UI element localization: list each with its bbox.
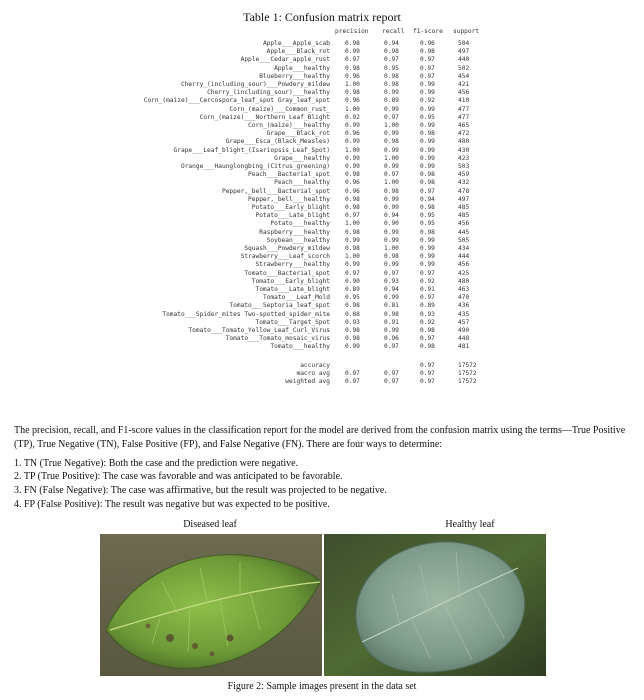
precision-value: 0.99 — [345, 343, 360, 351]
row-label: Blueberry___healthy — [259, 72, 330, 80]
precision-value: 1.00 — [345, 105, 360, 113]
precision-value: 0.98 — [345, 40, 360, 47]
row-label: Tomato___Spider_mites Two-spotted_spider_mite — [162, 310, 330, 318]
row-label: Potato___healthy — [270, 220, 330, 228]
f1-score-value: 0.97 — [420, 369, 435, 377]
f1-score-value: 0.97 — [420, 294, 435, 302]
support-value: 444 — [458, 253, 470, 261]
row-label: Grape___Leaf_blight_(Isariopsis_Leaf_Spot) — [173, 146, 330, 154]
table-row — [140, 311, 520, 319]
f1-score-value: 0.95 — [420, 113, 435, 121]
f1-score-value: 0.99 — [420, 236, 435, 244]
support-value: 459 — [458, 171, 470, 179]
diseased-leaf-label: Diseased leaf — [183, 519, 237, 530]
row-label: Peach___Bacterial_spot — [248, 171, 330, 179]
recall-value: 0.99 — [384, 105, 399, 113]
support-value: 430 — [458, 146, 470, 154]
precision-value: 0.97 — [345, 378, 360, 385]
precision-value: 0.98 — [345, 228, 360, 236]
table-row — [140, 270, 520, 278]
row-label: Apple___Apple_scab — [262, 40, 330, 47]
recall-value: 0.94 — [384, 40, 399, 47]
recall-value: 0.98 — [384, 81, 399, 88]
recall-value: 1.00 — [384, 154, 399, 162]
f1-score-value: 0.97 — [420, 269, 435, 277]
support-value: 457 — [458, 318, 470, 326]
recall-value: 1.00 — [384, 122, 399, 129]
row-label: Peach___healthy — [274, 179, 330, 187]
row-label: Tomato___healthy — [270, 343, 330, 351]
precision-value: 0.95 — [345, 294, 360, 302]
f1-score-value: 0.97 — [420, 64, 435, 72]
f1-score-value: 0.99 — [420, 105, 435, 113]
recall-value: 0.98 — [384, 48, 399, 56]
table-row — [140, 319, 520, 327]
support-value: 456 — [458, 220, 470, 228]
summary-row — [140, 362, 520, 370]
table-row — [140, 114, 520, 122]
recall-value: 0.99 — [384, 294, 399, 302]
table-row — [140, 204, 520, 212]
support-value: 502 — [458, 64, 470, 72]
f1-score-value: 0.98 — [420, 179, 435, 187]
table-row — [140, 294, 520, 302]
row-label: Potato___Late_blight — [255, 212, 330, 220]
table-row — [140, 179, 520, 187]
row-label: Tomato___Late_blight — [255, 286, 330, 293]
recall-value: 0.95 — [384, 64, 399, 72]
header-support: support — [453, 28, 480, 35]
f1-score-value: 0.92 — [420, 97, 435, 105]
support-value: 463 — [458, 286, 470, 293]
precision-value: 0.97 — [345, 269, 360, 277]
support-value: 477 — [458, 105, 470, 113]
f1-score-value: 0.97 — [420, 187, 435, 195]
row-label: Orange___Haunglongbing_(Citrus_greening) — [180, 163, 330, 170]
support-value: 440 — [458, 56, 470, 64]
row-label: Tomato___Tomato_mosaic_virus — [225, 335, 330, 343]
recall-value: 0.90 — [384, 220, 399, 228]
f1-score-value: 0.98 — [420, 228, 435, 236]
table-row — [140, 343, 520, 351]
list-item-fn: 3. FN (False Negative): The case was affirmative, but the result was projected to be negative. — [14, 485, 387, 496]
precision-value: 0.98 — [345, 195, 360, 203]
recall-value: 0.99 — [384, 163, 399, 170]
support-value: 421 — [458, 81, 470, 88]
support-value: 490 — [458, 327, 470, 334]
support-value: 436 — [458, 302, 470, 310]
row-label: weighted avg — [285, 378, 330, 385]
precision-value: 0.96 — [345, 179, 360, 187]
precision-value: 0.97 — [345, 56, 360, 64]
precision-value: 0.96 — [345, 97, 360, 105]
recall-value: 0.99 — [384, 195, 399, 203]
precision-value: 0.88 — [345, 310, 360, 318]
table-row — [140, 245, 520, 253]
f1-score-value: 0.99 — [420, 253, 435, 261]
healthy-leaf-label: Healthy leaf — [445, 519, 495, 530]
precision-value: 0.99 — [345, 138, 360, 146]
row-label: Cherry_(including_sour)___Powdery_mildew — [180, 81, 330, 88]
table-row — [140, 106, 520, 114]
precision-value: 0.97 — [345, 212, 360, 220]
table-row — [140, 65, 520, 73]
row-label: Corn_(maize)___Common_rust_ — [229, 105, 330, 113]
table-row — [140, 188, 520, 196]
figure-caption: Figure 2: Sample images present in the data set — [227, 681, 417, 692]
support-value: 485 — [458, 212, 470, 220]
recall-value: 0.94 — [384, 212, 399, 220]
recall-value: 0.89 — [384, 97, 399, 105]
f1-score-value: 0.97 — [420, 335, 435, 343]
f1-score-value: 0.97 — [420, 72, 435, 80]
f1-score-value: 0.93 — [420, 310, 435, 318]
f1-score-value: 0.98 — [420, 204, 435, 211]
table-row — [140, 237, 520, 245]
f1-score-value: 0.98 — [420, 48, 435, 56]
support-value: 17572 — [458, 369, 477, 377]
recall-value: 0.93 — [384, 277, 399, 285]
f1-score-value: 0.94 — [420, 195, 435, 203]
f1-score-value: 0.97 — [420, 56, 435, 64]
healthy-leaf-image — [324, 534, 546, 676]
recall-value: 0.81 — [384, 302, 399, 310]
table-row — [140, 171, 520, 179]
table-row — [140, 89, 520, 97]
f1-score-value: 0.99 — [420, 261, 435, 269]
f1-score-value: 0.89 — [420, 302, 435, 310]
recall-value: 0.97 — [384, 343, 399, 351]
table-row — [140, 286, 520, 294]
support-value: 480 — [458, 138, 470, 146]
support-value: 465 — [458, 122, 470, 129]
precision-value: 0.98 — [345, 327, 360, 334]
recall-value: 1.00 — [384, 245, 399, 252]
support-value: 456 — [458, 89, 470, 97]
recall-value: 0.99 — [384, 146, 399, 154]
f1-score-value: 0.95 — [420, 212, 435, 220]
recall-value: 0.99 — [384, 261, 399, 269]
support-value: 477 — [458, 113, 470, 121]
precision-value: 0.99 — [345, 154, 360, 162]
diseased-leaf-image — [100, 534, 322, 676]
recall-value: 0.99 — [384, 89, 399, 97]
support-value: 423 — [458, 154, 470, 162]
support-value: 470 — [458, 294, 470, 302]
precision-value: 0.99 — [345, 48, 360, 56]
recall-value: 0.97 — [384, 378, 399, 385]
recall-value: 0.97 — [384, 113, 399, 121]
recall-value: 0.97 — [384, 269, 399, 277]
row-label: Apple___Black_rot — [266, 48, 330, 56]
row-label: Squash___Powdery_mildew — [244, 245, 330, 252]
table-title: Table 1: Confusion matrix report — [243, 10, 401, 24]
row-label: Tomato___Bacterial_spot — [244, 269, 330, 277]
support-value: 497 — [458, 195, 470, 203]
recall-value: 0.98 — [384, 72, 399, 80]
precision-value: 0.96 — [345, 130, 360, 138]
table-row — [140, 196, 520, 204]
support-value: 448 — [458, 335, 470, 343]
support-value: 17572 — [458, 378, 477, 385]
f1-score-value: 0.99 — [420, 138, 435, 146]
row-label: Strawberry___healthy — [255, 261, 330, 269]
recall-value: 0.99 — [384, 327, 399, 334]
recall-value: 0.98 — [384, 310, 399, 318]
precision-value: 0.98 — [345, 171, 360, 179]
list-item-tn: 1. TN (True Negative): Both the case and the prediction were negative. — [14, 458, 299, 469]
recall-value: 0.94 — [384, 286, 399, 293]
table-row — [140, 122, 520, 130]
f1-score-value: 0.92 — [420, 318, 435, 326]
precision-value: 0.92 — [345, 113, 360, 121]
table-row — [140, 278, 520, 286]
precision-value: 0.98 — [345, 335, 360, 343]
table-row — [140, 220, 520, 228]
f1-score-value: 0.99 — [420, 245, 435, 252]
f1-score-value: 0.98 — [420, 130, 435, 138]
f1-score-value: 0.96 — [420, 40, 435, 47]
support-value: 456 — [458, 261, 470, 269]
f1-score-value: 0.97 — [420, 378, 435, 385]
f1-score-value: 0.99 — [420, 163, 435, 170]
support-value: 445 — [458, 228, 470, 236]
recall-value: 0.99 — [384, 236, 399, 244]
table-row — [140, 138, 520, 146]
table-row — [140, 302, 520, 310]
f1-score-value: 0.92 — [420, 277, 435, 285]
f1-score-value: 0.99 — [420, 89, 435, 97]
row-label: Soybean___healthy — [266, 236, 330, 244]
precision-value: 0.98 — [345, 245, 360, 252]
precision-value: 0.89 — [345, 286, 360, 293]
precision-value: 0.98 — [345, 302, 360, 310]
row-label: Pepper,_bell___Bacterial_spot — [221, 187, 330, 195]
row-label: Apple___healthy — [274, 64, 330, 72]
f1-score-value: 0.98 — [420, 327, 435, 334]
f1-score-value: 0.98 — [420, 171, 435, 179]
row-label: accuracy — [300, 361, 330, 369]
support-value: 485 — [458, 204, 470, 211]
table-row — [140, 163, 520, 171]
recall-value: 0.97 — [384, 56, 399, 64]
table-row — [140, 81, 520, 89]
row-label: Corn_(maize)___Northern_Leaf_Blight — [199, 113, 330, 121]
row-label: Potato___Early_blight — [251, 204, 330, 211]
f1-score-value: 0.97 — [420, 361, 435, 369]
recall-value: 0.99 — [384, 228, 399, 236]
precision-value: 0.98 — [345, 64, 360, 72]
f1-score-value: 0.99 — [420, 122, 435, 129]
recall-value: 1.00 — [384, 179, 399, 187]
support-value: 504 — [458, 40, 470, 47]
leaf-sample-images — [100, 534, 546, 676]
header-recall: recall — [382, 28, 405, 35]
table-row — [140, 147, 520, 155]
support-value: 434 — [458, 245, 470, 252]
precision-value: 0.96 — [345, 72, 360, 80]
header-f1-score: f1-score — [413, 28, 443, 35]
row-label: Grape___healthy — [274, 154, 330, 162]
table-row — [140, 335, 520, 343]
row-label: Tomato___Leaf_Mold — [262, 294, 330, 302]
header-precision: precision — [335, 28, 369, 35]
precision-value: 1.00 — [345, 220, 360, 228]
precision-value: 0.96 — [345, 187, 360, 195]
row-label: Strawberry___Leaf_scorch — [240, 253, 330, 261]
precision-value: 1.00 — [345, 253, 360, 261]
table-row — [140, 212, 520, 220]
summary-row — [140, 370, 520, 378]
row-label: Tomato___Early_blight — [251, 277, 330, 285]
precision-value: 0.90 — [345, 277, 360, 285]
recall-value: 0.96 — [384, 335, 399, 343]
recall-value: 0.97 — [384, 171, 399, 179]
row-label: macro avg — [296, 369, 330, 377]
precision-value: 1.00 — [345, 81, 360, 88]
table-row — [140, 155, 520, 163]
body-paragraph: The precision, recall, and F1-score values in the classification report for the model are derived from the confusion matrix using the terms—True Positive (TP), True Negative (TN), False Positive (FP), and False Negative (FN). There are four ways to determine: — [14, 425, 626, 450]
row-label: Grape___Black_rot — [266, 130, 330, 138]
recall-value: 0.99 — [384, 204, 399, 211]
table-row — [140, 261, 520, 269]
table-row — [140, 253, 520, 261]
support-value: 435 — [458, 310, 470, 318]
table-row — [140, 229, 520, 237]
table-row — [140, 97, 520, 105]
row-label: Corn_(maize)___Cercospora_leaf_spot Gray_leaf_spot — [143, 97, 330, 105]
f1-score-value: 0.91 — [420, 286, 435, 293]
precision-value: 0.98 — [345, 204, 360, 211]
precision-value: 0.99 — [345, 261, 360, 269]
recall-value: 0.97 — [384, 369, 399, 377]
support-value: 478 — [458, 187, 470, 195]
f1-score-value: 0.99 — [420, 81, 435, 88]
classification-report — [140, 28, 520, 404]
row-label: Raspberry___healthy — [259, 228, 330, 236]
f1-score-value: 0.95 — [420, 220, 435, 228]
precision-value: 0.99 — [345, 163, 360, 170]
recall-value: 0.98 — [384, 187, 399, 195]
list-item-tp: 2. TP (True Positive): The case was favorable and was anticipated to be favorable. — [14, 471, 343, 482]
recall-value: 0.98 — [384, 138, 399, 146]
recall-value: 0.99 — [384, 130, 399, 138]
support-value: 410 — [458, 97, 470, 105]
table-row — [140, 40, 520, 48]
support-value: 472 — [458, 130, 470, 138]
list-item-fp: 4. FP (False Positive): The result was negative but was expected to be positive. — [14, 499, 330, 510]
row-label: Tomato___Target_Spot — [255, 318, 330, 326]
table-row — [140, 48, 520, 56]
precision-value: 0.98 — [345, 89, 360, 97]
support-value: 505 — [458, 236, 470, 244]
row-label: Cherry_(including_sour)___healthy — [207, 89, 330, 97]
recall-value: 0.98 — [384, 253, 399, 261]
row-label: Tomato___Septoria_leaf_spot — [229, 302, 330, 310]
row-label: Tomato___Tomato_Yellow_Leaf_Curl_Virus — [188, 327, 330, 334]
f1-score-value: 0.99 — [420, 146, 435, 154]
precision-value: 0.93 — [345, 318, 360, 326]
precision-value: 1.00 — [345, 146, 360, 154]
recall-value: 0.91 — [384, 318, 399, 326]
support-value: 454 — [458, 72, 470, 80]
table-row — [140, 130, 520, 138]
support-value: 481 — [458, 343, 470, 351]
row-label: Pepper,_bell___healthy — [248, 195, 330, 203]
table-row — [140, 327, 520, 335]
f1-score-value: 0.99 — [420, 154, 435, 162]
support-value: 432 — [458, 179, 470, 187]
row-label: Corn_(maize)___healthy — [248, 122, 330, 129]
support-value: 425 — [458, 269, 470, 277]
precision-value: 0.99 — [345, 122, 360, 129]
support-value: 497 — [458, 48, 470, 56]
support-value: 480 — [458, 277, 470, 285]
f1-score-value: 0.98 — [420, 343, 435, 351]
precision-value: 0.99 — [345, 236, 360, 244]
table-row — [140, 73, 520, 81]
precision-value: 0.97 — [345, 369, 360, 377]
row-label: Apple___Cedar_apple_rust — [240, 56, 330, 64]
support-value: 503 — [458, 163, 470, 170]
support-value: 17572 — [458, 361, 477, 369]
table-row — [140, 56, 520, 64]
summary-row — [140, 378, 520, 386]
row-label: Grape___Esca_(Black_Measles) — [225, 138, 330, 146]
